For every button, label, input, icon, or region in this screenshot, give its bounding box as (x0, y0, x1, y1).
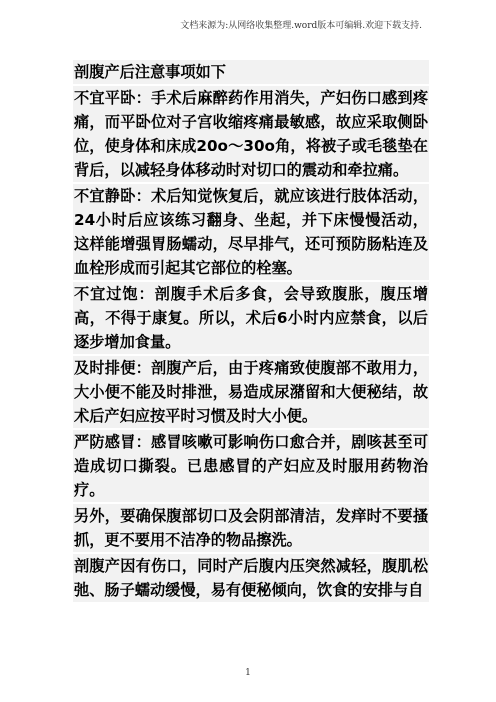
paragraph-hygiene: 另外，要确保腹部切口及会阴部清洁，发痒时不要搔抓，更不要用不洁净的物品擦洗。 (73, 504, 429, 554)
header-note: 文档来源为:从网络收集整理.word版本可编辑.欢迎下载支持. (180, 21, 422, 31)
paragraph-bowel: 及时排便：剖腹产后，由于疼痛致使腹部不敢用力，大小便不能及时排泄，易造成尿潴留和大便秘结，故术后产妇应按平时习惯及时大小便。 (73, 356, 429, 430)
paragraph-cold: 严防感冒：感冒咳嗽可影响伤口愈合并，剧咳甚至可造成切口撕裂。已患感冒的产妇应及时服用药物治疗。 (73, 430, 429, 504)
page-number: 1 (245, 668, 251, 678)
paragraph-activity: 不宜静卧：术后知觉恢复后，就应该进行肢体活动，24小时后应该练习翻身、坐起，并下床慢慢活动，这样能增强胃肠蠕动，尽早排气，还可预防肠粘连及血栓形成而引起其它部位的栓塞。 (73, 184, 429, 282)
document-title: 剖腹产后注意事项如下 (73, 60, 429, 86)
document-body (73, 60, 429, 604)
paragraph-lying-position: 不宜平卧：手术后麻醉药作用消失，产妇伤口感到疼痛，而平卧位对子宫收缩疼痛最敏感，故应采取侧卧位，使身体和床成20o～30o角，将被子或毛毯垫在背后，以减轻身体移动时对切口的震动和牵拉痛。 (73, 86, 429, 184)
paragraph-diet: 不宜过饱：剖腹手术后多食，会导致腹胀，腹压增高，不得于康复。所以，术后6小时内应禁食，以后逐步增加食量。 (73, 282, 429, 356)
paragraph-constipation: 剖腹产因有伤口，同时产后腹内压突然减轻，腹肌松弛、肠子蠕动缓慢，易有便秘倾向，饮食的安排与自 (73, 554, 429, 604)
